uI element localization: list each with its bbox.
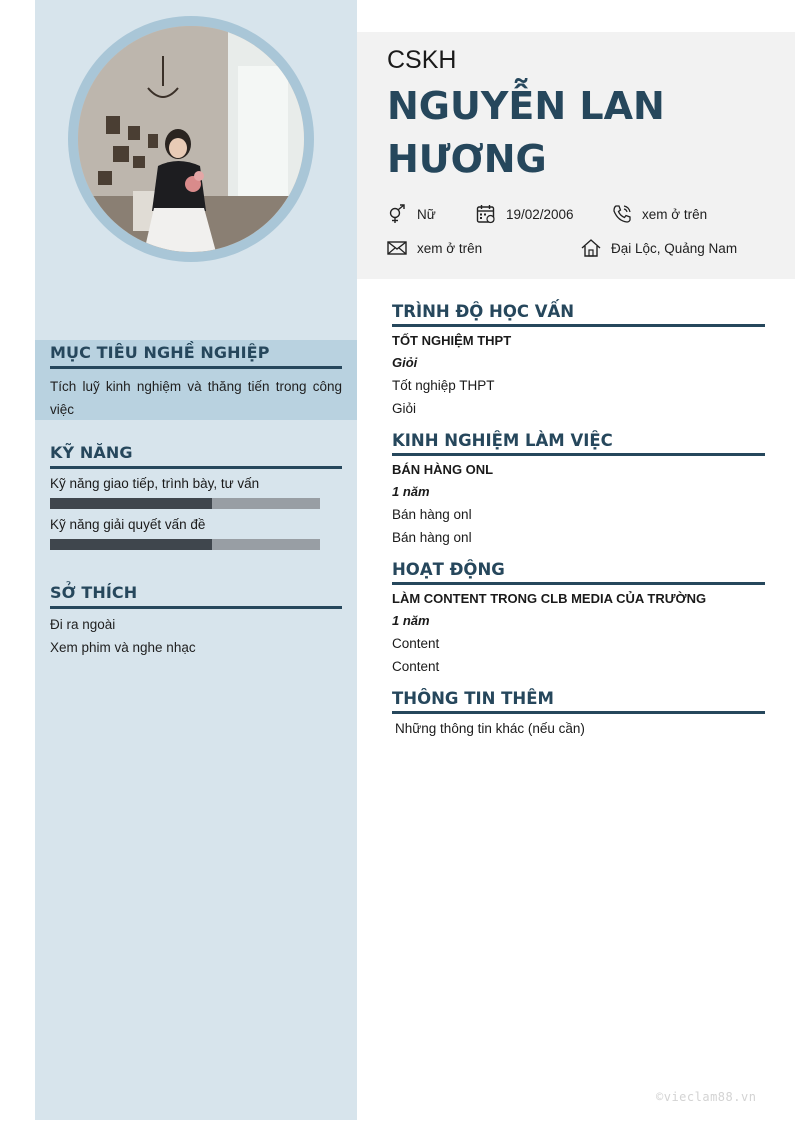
address-info (581, 238, 737, 258)
job-role: CSKH (387, 46, 457, 74)
experience-line: Bán hàng onl (392, 507, 472, 522)
email-info (387, 238, 482, 258)
activities-title: HOẠT ĐỘNG (392, 560, 765, 585)
activities-line: Content (392, 659, 440, 674)
avatar-photo (78, 26, 304, 252)
avatar (78, 26, 304, 252)
calendar-icon (476, 204, 496, 224)
mail-icon (387, 238, 407, 258)
skill-bar (50, 539, 320, 550)
phone-value: xem ở trên (642, 206, 708, 222)
education-title: TRÌNH ĐỘ HỌC VẤN (392, 302, 765, 327)
phone-info (612, 204, 707, 224)
career-goal-section (50, 343, 342, 421)
home-icon (581, 238, 601, 258)
gender-icon (387, 204, 407, 224)
skills-title: KỸ NĂNG (50, 443, 342, 469)
hobbies-title: SỞ THÍCH (50, 583, 342, 609)
watermark: ©vieclam88.vn (656, 1090, 757, 1104)
education-line: Giỏi (392, 401, 417, 416)
birthday-info (476, 204, 574, 224)
phone-icon (612, 204, 632, 224)
education-entry-title: TỐT NGHIỆM THPT (392, 333, 512, 348)
extra-info-text: Những thông tin khác (nếu cần) (395, 721, 585, 736)
gender-info (387, 204, 436, 224)
education-line: Tốt nghiệp THPT (392, 378, 495, 393)
career-goal-text: Tích luỹ kinh nghiệm và thăng tiến trong công việc (50, 379, 342, 417)
birthday-value: 19/02/2006 (506, 206, 574, 222)
skills-section (50, 443, 342, 550)
experience-line: Bán hàng onl (392, 530, 472, 545)
skill-item (50, 516, 342, 550)
activities-entry-sub: 1 năm (392, 613, 430, 628)
hobbies-section (50, 583, 342, 659)
skill-bar (50, 498, 320, 509)
education-entry-sub: Giỏi (392, 355, 418, 370)
activities-line: Content (392, 636, 440, 651)
skill-bar-fill (50, 498, 212, 509)
activities-section (392, 560, 765, 678)
full-name: NGUYỄN LAN HƯƠNG (387, 84, 665, 181)
education-section (392, 302, 765, 420)
experience-entry-sub: 1 năm (392, 484, 430, 499)
extra-info-section (392, 689, 765, 740)
avatar-ring (68, 16, 314, 262)
hobby-item: Xem phim và nghe nhạc (50, 640, 196, 655)
address-value: Đại Lộc, Quảng Nam (611, 240, 738, 256)
hobby-item: Đi ra ngoài (50, 617, 116, 632)
experience-section (392, 431, 765, 549)
career-goal-title: MỤC TIÊU NGHỀ NGHIỆP (50, 343, 342, 369)
profile-header (357, 32, 795, 279)
experience-entry-title: BÁN HÀNG ONL (392, 462, 494, 477)
activities-entry-title: LÀM CONTENT TRONG CLB MEDIA CỦA TRƯỜNG (392, 591, 707, 606)
extra-info-title: THÔNG TIN THÊM (392, 689, 765, 714)
sidebar (35, 0, 357, 1120)
skill-name: Kỹ năng giải quyết vấn đề (50, 517, 206, 532)
email-value: xem ở trên (417, 240, 483, 256)
skill-bar-fill (50, 539, 212, 550)
skill-item (50, 475, 342, 509)
skill-name: Kỹ năng giao tiếp, trình bày, tư vấn (50, 476, 260, 491)
gender-value: Nữ (417, 206, 436, 222)
experience-title: KINH NGHIỆM LÀM VIỆC (392, 431, 765, 456)
